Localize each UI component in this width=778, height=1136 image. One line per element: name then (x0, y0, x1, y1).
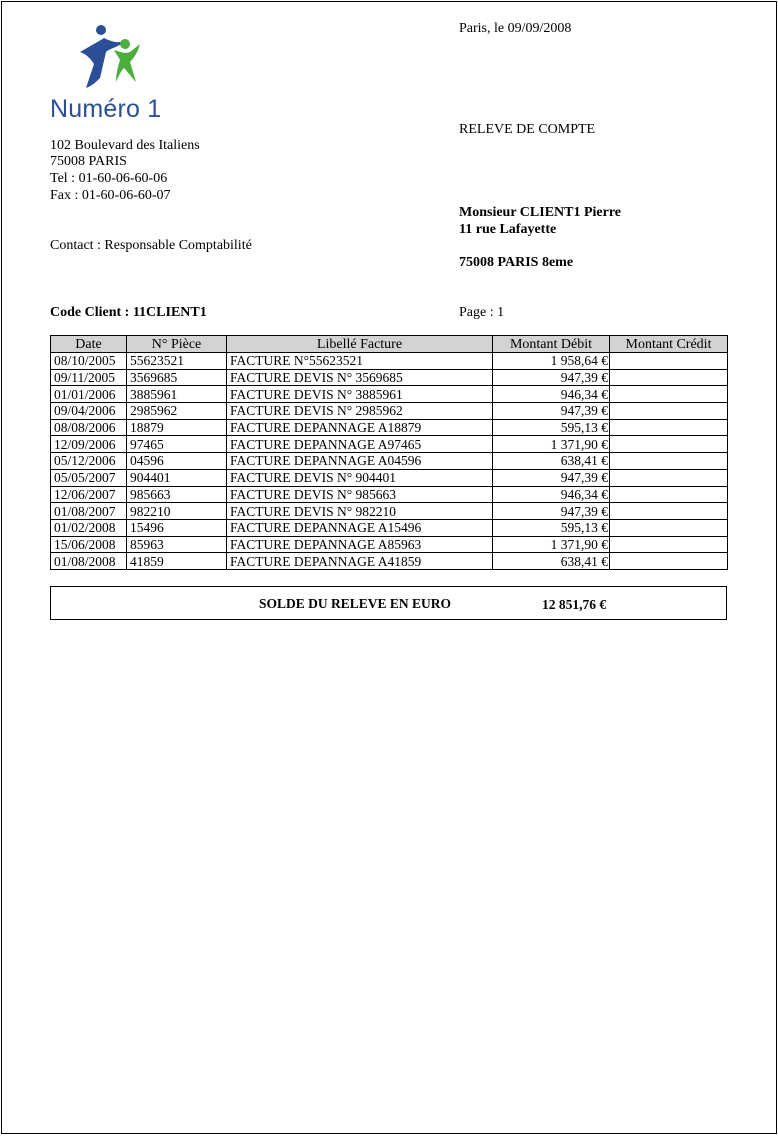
logo-wordmark: Numéro 1 (50, 95, 162, 123)
cell-date: 12/09/2006 (51, 436, 127, 453)
cell-piece: 3569685 (127, 369, 227, 386)
cell-date: 15/06/2008 (51, 536, 127, 553)
cell-credit (610, 386, 728, 403)
company-logo (50, 22, 190, 127)
recipient-name: Monsieur CLIENT1 Pierre (459, 205, 622, 220)
cell-date: 01/01/2006 (51, 386, 127, 403)
cell-date: 01/08/2007 (51, 503, 127, 520)
cell-debit: 638,41 € (493, 453, 610, 470)
statement-page (1, 1, 777, 1134)
cell-piece: 985663 (127, 486, 227, 503)
cell-libelle: FACTURE DEPANNAGE A85963 (227, 536, 493, 553)
people-figures-icon (74, 22, 154, 94)
cell-credit (610, 553, 728, 570)
cell-date: 05/05/2007 (51, 469, 127, 486)
column-header-credit: Montant Crédit (610, 336, 728, 353)
cell-date: 09/04/2006 (51, 403, 127, 420)
table-row (51, 453, 728, 470)
cell-libelle: FACTURE DEPANNAGE A04596 (227, 453, 493, 470)
table-header-row (51, 336, 728, 353)
table-row (51, 403, 728, 420)
page-number: Page : 1 (459, 305, 505, 320)
cell-debit: 1 371,90 € (493, 536, 610, 553)
cell-date: 12/06/2007 (51, 486, 127, 503)
cell-credit (610, 436, 728, 453)
cell-date: 01/08/2008 (51, 553, 127, 570)
table-row (51, 519, 728, 536)
total-box (50, 586, 727, 620)
cell-debit: 947,39 € (493, 369, 610, 386)
cell-libelle: FACTURE DEVIS N° 904401 (227, 469, 493, 486)
cell-debit: 595,13 € (493, 419, 610, 436)
cell-libelle: FACTURE DEVIS N° 3569685 (227, 369, 493, 386)
cell-credit (610, 369, 728, 386)
table-row (51, 369, 728, 386)
column-header-libelle: Libellé Facture (227, 336, 493, 353)
cell-date: 08/10/2005 (51, 353, 127, 370)
document-title: RELEVE DE COMPTE (459, 122, 596, 137)
company-address-line2: 75008 PARIS (50, 154, 127, 169)
table-row (51, 386, 728, 403)
cell-credit (610, 486, 728, 503)
cell-debit: 946,34 € (493, 486, 610, 503)
cell-piece: 55623521 (127, 353, 227, 370)
table-body (51, 353, 728, 570)
cell-date: 08/08/2006 (51, 419, 127, 436)
cell-piece: 85963 (127, 536, 227, 553)
column-header-date: Date (51, 336, 127, 353)
cell-piece: 982210 (127, 503, 227, 520)
client-code: Code Client : 11CLIENT1 (50, 305, 207, 320)
cell-libelle: FACTURE DEVIS N° 985663 (227, 486, 493, 503)
place-date: Paris, le 09/09/2008 (459, 21, 572, 36)
cell-credit (610, 353, 728, 370)
cell-credit (610, 403, 728, 420)
cell-date: 01/02/2008 (51, 519, 127, 536)
cell-debit: 595,13 € (493, 519, 610, 536)
total-label: SOLDE DU RELEVE EN EURO (259, 596, 452, 611)
cell-credit (610, 536, 728, 553)
table-row (51, 503, 728, 520)
cell-libelle: FACTURE N°55623521 (227, 353, 493, 370)
cell-debit: 947,39 € (493, 469, 610, 486)
cell-credit (610, 419, 728, 436)
cell-piece: 15496 (127, 519, 227, 536)
table-row (51, 436, 728, 453)
cell-piece: 2985962 (127, 403, 227, 420)
table-row (51, 486, 728, 503)
cell-piece: 97465 (127, 436, 227, 453)
table-row (51, 553, 728, 570)
cell-debit: 946,34 € (493, 386, 610, 403)
cell-libelle: FACTURE DEVIS N° 982210 (227, 503, 493, 520)
table-row (51, 419, 728, 436)
recipient-city: 75008 PARIS 8eme (459, 255, 574, 270)
cell-debit: 947,39 € (493, 403, 610, 420)
table-row (51, 469, 728, 486)
company-address-line1: 102 Boulevard des Italiens (50, 138, 200, 153)
cell-date: 05/12/2006 (51, 453, 127, 470)
cell-libelle: FACTURE DEVIS N° 2985962 (227, 403, 493, 420)
cell-debit: 947,39 € (493, 503, 610, 520)
column-header-debit: Montant Débit (493, 336, 610, 353)
table-row (51, 353, 728, 370)
cell-libelle: FACTURE DEVIS N° 3885961 (227, 386, 493, 403)
cell-debit: 1 958,64 € (493, 353, 610, 370)
cell-libelle: FACTURE DEPANNAGE A97465 (227, 436, 493, 453)
statement-table (50, 335, 728, 570)
cell-libelle: FACTURE DEPANNAGE A18879 (227, 419, 493, 436)
column-header-piece: N° Pièce (127, 336, 227, 353)
cell-credit (610, 503, 728, 520)
recipient-street: 11 rue Lafayette (459, 222, 557, 237)
cell-credit (610, 469, 728, 486)
company-tel: Tel : 01-60-06-60-06 (50, 171, 168, 186)
cell-piece: 41859 (127, 553, 227, 570)
cell-debit: 1 371,90 € (493, 436, 610, 453)
cell-piece: 3885961 (127, 386, 227, 403)
cell-credit (610, 519, 728, 536)
company-contact: Contact : Responsable Comptabilité (50, 238, 252, 253)
cell-piece: 04596 (127, 453, 227, 470)
cell-libelle: FACTURE DEPANNAGE A41859 (227, 553, 493, 570)
company-fax: Fax : 01-60-06-60-07 (50, 188, 171, 203)
cell-piece: 904401 (127, 469, 227, 486)
cell-debit: 638,41 € (493, 553, 610, 570)
table-row (51, 536, 728, 553)
cell-credit (610, 453, 728, 470)
cell-libelle: FACTURE DEPANNAGE A15496 (227, 519, 493, 536)
cell-date: 09/11/2005 (51, 369, 127, 386)
total-value: 12 851,76 € (542, 597, 607, 612)
cell-piece: 18879 (127, 419, 227, 436)
